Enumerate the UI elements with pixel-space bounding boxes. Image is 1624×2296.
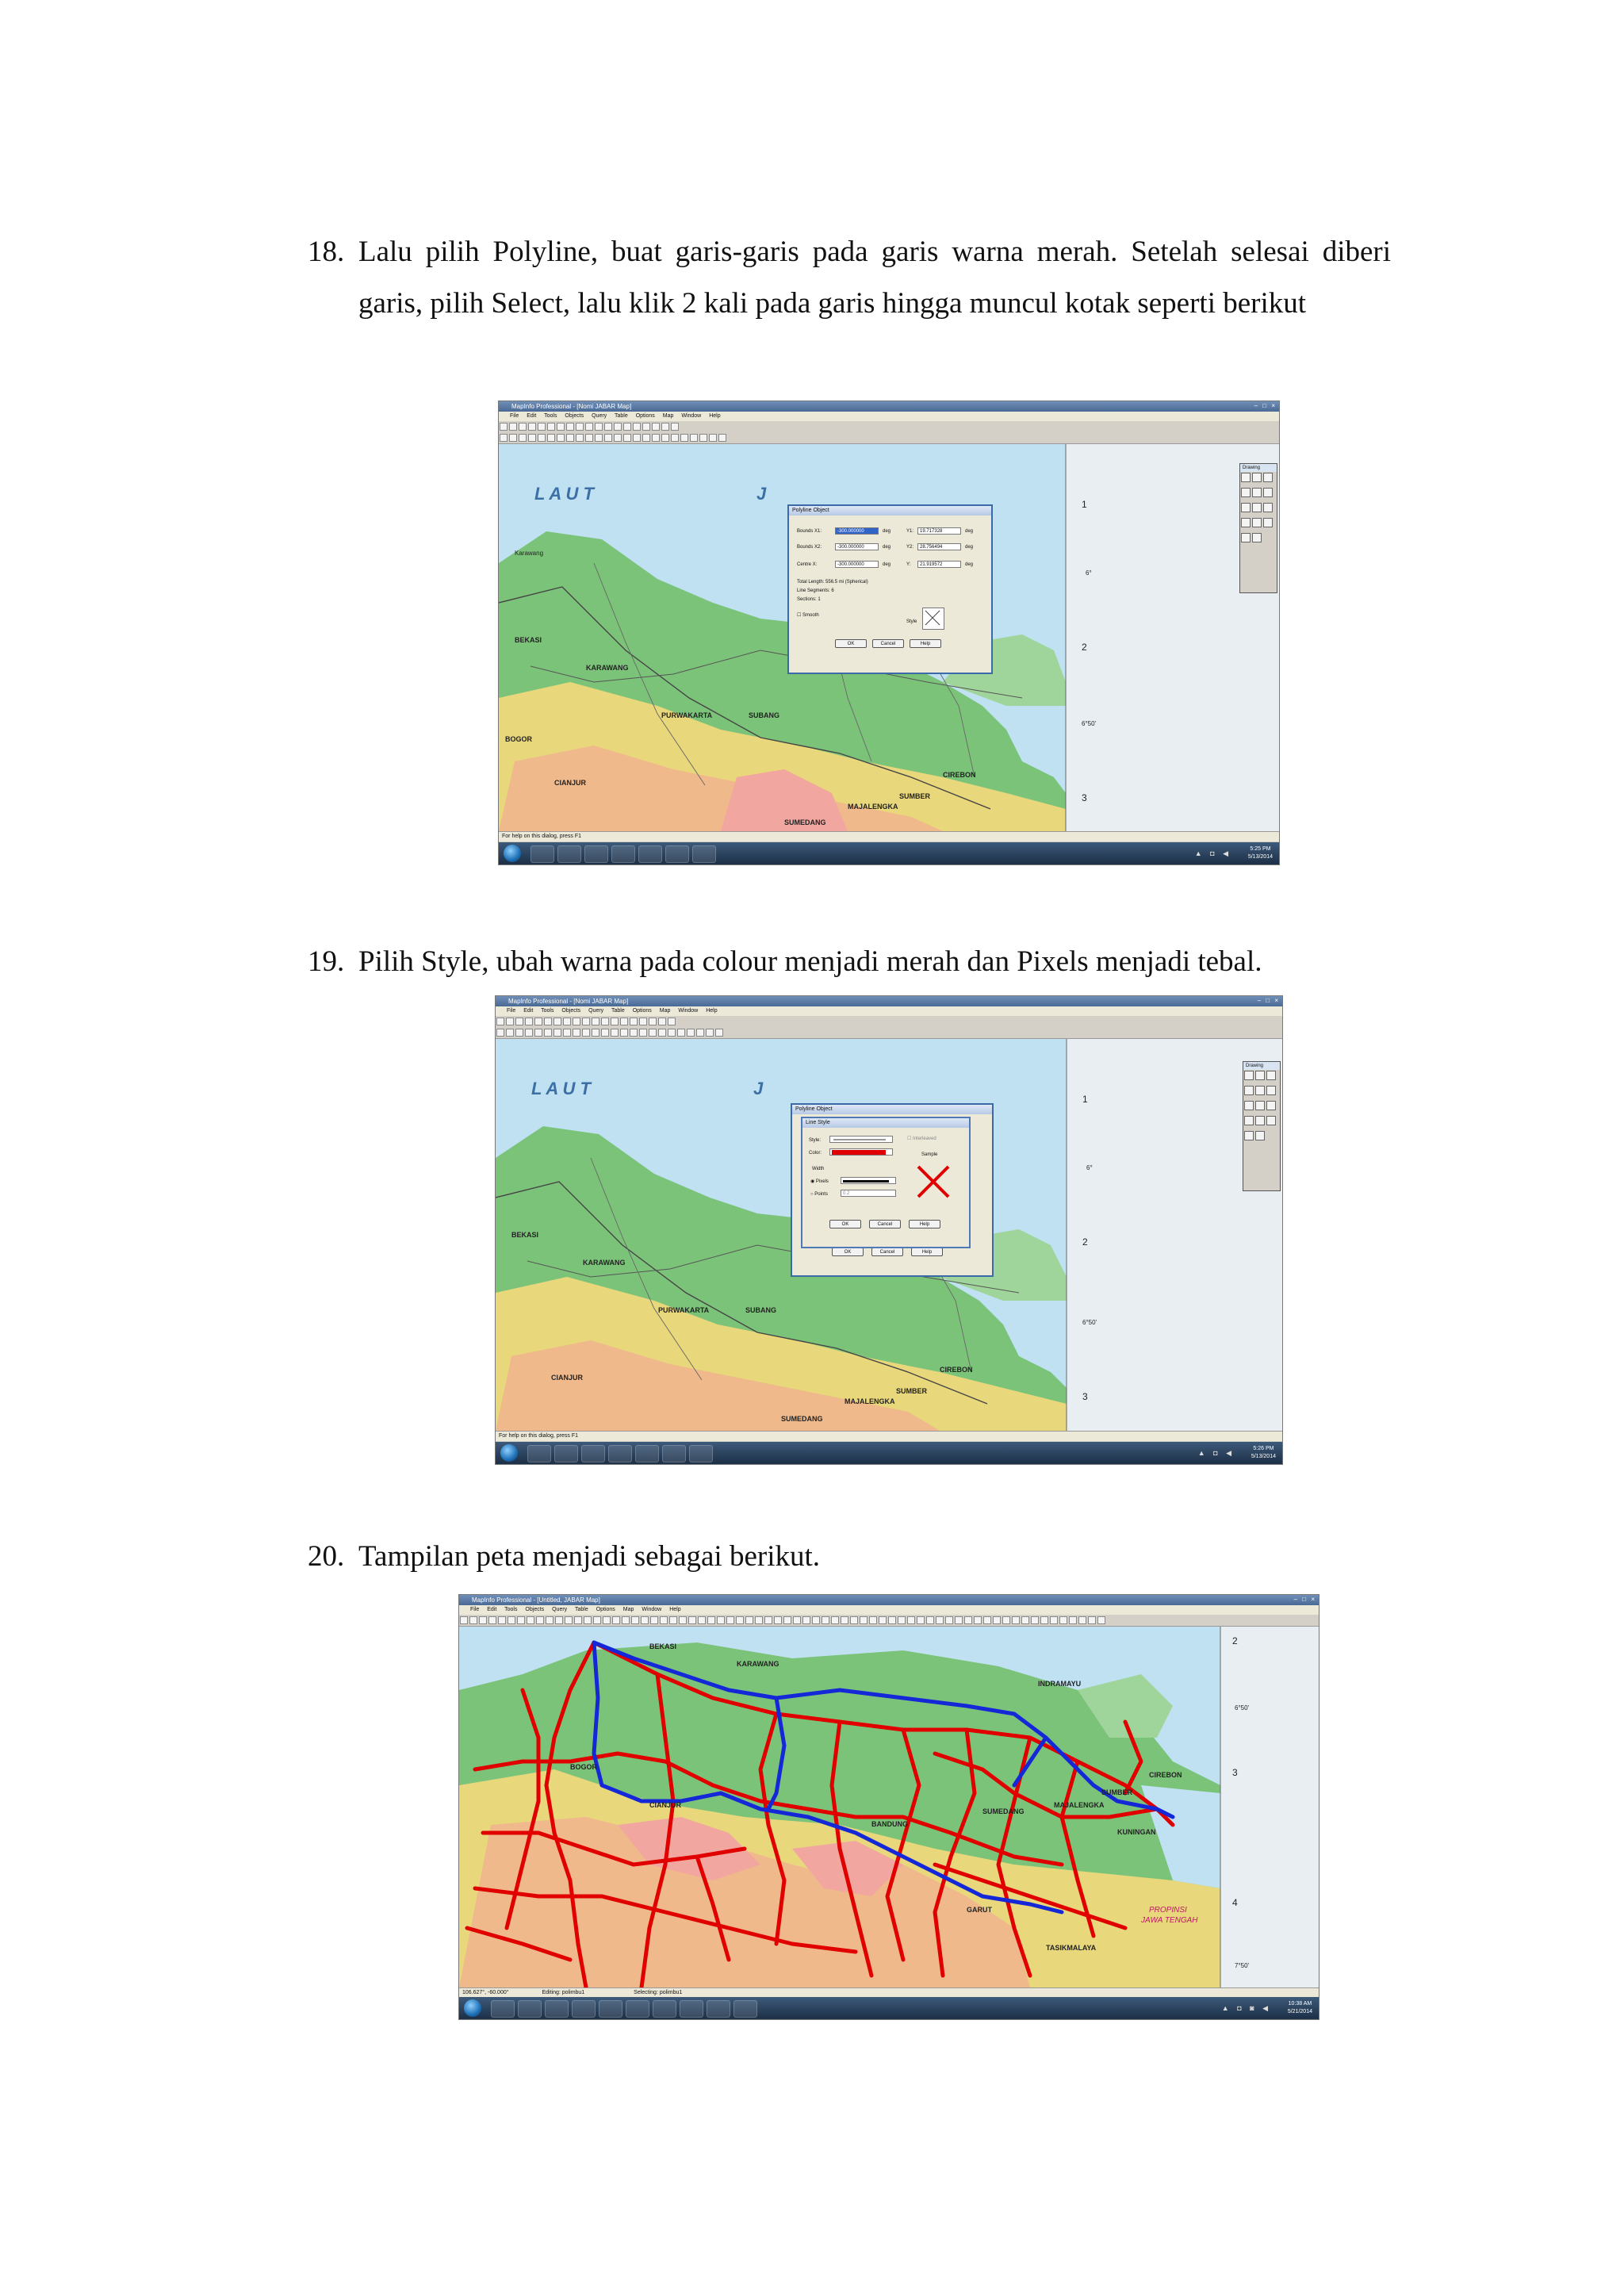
- unit-label: deg: [883, 529, 891, 534]
- y-field[interactable]: 21.919572: [917, 561, 961, 568]
- start-button[interactable]: [504, 845, 521, 862]
- status-bar: For help on this dialog, press F1: [496, 1431, 1282, 1441]
- place-majalengka: MAJALENGKA: [1054, 1801, 1105, 1809]
- menu-file[interactable]: File: [470, 1607, 480, 1612]
- place-cianjur: CIANJUR: [551, 1374, 584, 1382]
- interleaved-checkbox[interactable]: ☐ Interleaved: [907, 1137, 936, 1141]
- step-text: Pilih Style, ubah warna pada colour menjadi merah dan Pixels menjadi tebal.: [358, 945, 1262, 978]
- bounds-x1-field[interactable]: -300.000000: [835, 527, 879, 535]
- menu-objects[interactable]: Objects: [565, 413, 584, 419]
- taskbar-app-firefox[interactable]: [707, 2000, 730, 2018]
- main-toolbar[interactable]: [496, 1016, 1282, 1028]
- menu-edit[interactable]: Edit: [523, 1008, 534, 1014]
- menu-map[interactable]: Map: [622, 1607, 634, 1612]
- place-cirebon: CIREBON: [940, 1366, 973, 1374]
- points-field[interactable]: 0.2: [841, 1190, 896, 1197]
- line-style-dialog: [801, 1117, 971, 1248]
- clock-time: 5:26 PM: [1253, 1446, 1274, 1451]
- interleaved-label: Interleaved: [913, 1137, 936, 1141]
- coord-6: 6°: [1086, 1164, 1093, 1171]
- screenshot-polyline-object: [498, 401, 1280, 865]
- place-karawang: KARAWANG: [586, 664, 629, 672]
- taskbar-app-media[interactable]: [554, 1445, 578, 1462]
- menu-bar: [499, 412, 1279, 421]
- sea-label-j: J: [753, 1079, 764, 1098]
- style-button[interactable]: [922, 608, 944, 630]
- window-title: MapInfo Professional - [Untitled, JABAR Map]: [459, 1595, 1319, 1605]
- tray-clock[interactable]: [1248, 845, 1273, 861]
- menu-options[interactable]: Options: [635, 413, 655, 419]
- place-purwakarta: PURWAKARTA: [658, 1306, 710, 1314]
- window-title: MapInfo Professional - [Nomi JABAR Map]: [496, 996, 1282, 1006]
- menu-window[interactable]: Window: [681, 413, 702, 419]
- place-bogor: BOGOR: [505, 735, 533, 743]
- taskbar-app-ie[interactable]: [527, 1445, 551, 1462]
- place-majalengka: MAJALENGKA: [845, 1397, 895, 1405]
- menu-query[interactable]: Query: [588, 1008, 604, 1014]
- coord-750: 7°50': [1235, 1962, 1250, 1969]
- status-editing: Editing: polimbu1: [542, 1990, 585, 1995]
- ok-button[interactable]: OK: [835, 639, 867, 648]
- status-selecting: Selecting: polimbu1: [634, 1990, 683, 1995]
- grid-2: 2: [1232, 1635, 1238, 1646]
- grid-3: 3: [1082, 1391, 1088, 1402]
- status-bar: For help on this dialog, press F1: [499, 831, 1279, 841]
- taskbar-app-media[interactable]: [557, 845, 581, 863]
- screenshot-final-map: [458, 1594, 1320, 2020]
- place-karawang: KARAWANG: [583, 1259, 626, 1267]
- window-controls[interactable]: – □ ×: [1293, 1596, 1316, 1603]
- window-title: MapInfo Professional - [Nomi JABAR Map]: [499, 401, 1279, 412]
- dialog-title: Line Style: [802, 1118, 969, 1128]
- pixels-label: Pixels: [815, 1179, 829, 1184]
- coord-650: 6°50': [1235, 1704, 1250, 1711]
- taskbar-app-mapinfo[interactable]: [608, 1445, 632, 1462]
- province-label: PROPINSI: [1149, 1906, 1187, 1915]
- bounds-x1-label: Bounds X1:: [797, 529, 822, 534]
- main-toolbar[interactable]: [499, 421, 1279, 433]
- unit-label: deg: [965, 529, 974, 534]
- pixels-dropdown[interactable]: [841, 1177, 896, 1184]
- place-cianjur: CIANJUR: [554, 779, 587, 787]
- total-length: Total Length: 556.5 mi (Spherical): [797, 580, 868, 585]
- place-kuningan: KUNINGAN: [1117, 1828, 1156, 1836]
- sea-label: L A U T: [531, 1079, 591, 1098]
- y1-field[interactable]: 19.717328: [917, 527, 961, 535]
- place-cianjur: CIANJUR: [649, 1801, 682, 1809]
- taskbar-app-window[interactable]: [599, 2000, 622, 2018]
- grid-3: 3: [1232, 1767, 1238, 1778]
- sea-label: L A U T: [534, 484, 594, 504]
- menu-bar: [459, 1605, 1319, 1615]
- coord-6: 6°: [1086, 569, 1092, 577]
- centre-x-field[interactable]: -300.000000: [835, 561, 879, 568]
- centre-x-label: Centre X:: [797, 562, 818, 567]
- start-button[interactable]: [500, 1444, 518, 1462]
- coord-650: 6°50': [1082, 720, 1097, 727]
- map-toolbar[interactable]: [496, 1027, 1282, 1039]
- taskbar-app-window[interactable]: [638, 845, 662, 863]
- drawing-palette-title: Drawing: [1243, 1062, 1280, 1070]
- taskbar-app-acrobat[interactable]: [680, 2000, 703, 2018]
- tray-icons[interactable]: ▲ ◘ ◙ ◀: [1221, 2004, 1271, 2012]
- step-text: Tampilan peta menjadi sebagai berikut.: [358, 1540, 821, 1573]
- taskbar-app-word[interactable]: [626, 2000, 649, 2018]
- clock-date: 5/13/2014: [1247, 854, 1273, 860]
- line-preview-icon: [832, 1137, 887, 1143]
- y2-label: Y2:: [906, 545, 914, 550]
- taskbar-app-mapinfo[interactable]: [572, 2000, 596, 2018]
- cancel-button[interactable]: Cancel: [869, 1220, 901, 1228]
- y-label: Y:: [906, 562, 911, 567]
- place-sumber: SUMBER: [899, 792, 931, 800]
- bounds-x2-field[interactable]: -300.000000: [835, 543, 879, 550]
- menu-help[interactable]: Help: [709, 413, 721, 419]
- sections: Sections: 1: [797, 597, 821, 602]
- taskbar-app-chart[interactable]: [733, 2000, 757, 2018]
- drawing-palette[interactable]: [1243, 1061, 1281, 1191]
- menu-table[interactable]: Table: [611, 1008, 625, 1014]
- unit-label: deg: [883, 545, 891, 550]
- place-bekasi: BEKASI: [515, 636, 542, 644]
- menu-map[interactable]: Map: [659, 1008, 671, 1014]
- clock-time: 5:25 PM: [1250, 846, 1271, 852]
- place-bekasi: BEKASI: [511, 1231, 539, 1239]
- menu-options[interactable]: Options: [632, 1008, 652, 1014]
- main-toolbar[interactable]: [459, 1615, 1319, 1627]
- taskbar: [499, 842, 1279, 864]
- place-cirebon: CIREBON: [1149, 1771, 1182, 1779]
- taskbar-app-word[interactable]: [662, 1445, 686, 1462]
- place-indramayu: INDRAMAYU: [1038, 1680, 1082, 1688]
- color-label: Color:: [809, 1151, 822, 1156]
- ok-button[interactable]: OK: [832, 1248, 864, 1256]
- place-sumedang: SUMEDANG: [781, 1415, 823, 1423]
- menu-edit[interactable]: Edit: [487, 1607, 497, 1612]
- sample-cross-icon: [914, 1162, 953, 1202]
- menu-help[interactable]: Help: [669, 1607, 681, 1612]
- place-subang: SUBANG: [749, 711, 780, 719]
- menu-options[interactable]: Options: [596, 1607, 615, 1612]
- grid-4: 4: [1232, 1897, 1238, 1908]
- grid-1: 1: [1082, 1094, 1088, 1105]
- pixels-radio[interactable]: ◉ Pixels: [810, 1179, 829, 1184]
- place-bogor: BOGOR: [570, 1763, 598, 1771]
- width-label: Width: [812, 1167, 825, 1171]
- color-dropdown[interactable]: [829, 1148, 893, 1156]
- clock-time: 10:38 AM: [1288, 2001, 1312, 2007]
- help-button[interactable]: Help: [909, 1220, 940, 1228]
- menu-tools[interactable]: Tools: [541, 1008, 554, 1014]
- place-majalengka: MAJALENGKA: [848, 803, 898, 811]
- screenshot-line-style: [495, 995, 1283, 1465]
- window-controls[interactable]: – □ ×: [1257, 997, 1280, 1004]
- place-sumedang: SUMEDANG: [982, 1807, 1025, 1815]
- cancel-button[interactable]: Cancel: [871, 1248, 903, 1256]
- y1-label: Y1:: [906, 529, 914, 534]
- taskbar-app-explorer[interactable]: [584, 845, 608, 863]
- menu-objects[interactable]: Objects: [561, 1008, 581, 1014]
- polyline-object-dialog: [787, 504, 993, 674]
- menu-table[interactable]: Table: [575, 1607, 588, 1612]
- place-karawang-small: Karawang: [515, 550, 544, 557]
- drawing-palette-title: Drawing: [1240, 464, 1277, 472]
- style-label: Style: [906, 619, 917, 624]
- map-view[interactable]: [459, 1627, 1319, 1987]
- menu-bar: [496, 1006, 1282, 1016]
- taskbar-app-word[interactable]: [665, 845, 689, 863]
- step-number: 18.: [308, 236, 345, 268]
- unit-label: deg: [965, 545, 974, 550]
- coord-650: 6°50': [1082, 1319, 1097, 1326]
- place-bandung: BANDUNG: [871, 1820, 908, 1828]
- y2-field[interactable]: 28.756494: [917, 543, 961, 550]
- taskbar: [496, 1442, 1282, 1464]
- status-coordinates: 106.627°, -60.000°: [462, 1990, 509, 1995]
- menu-query[interactable]: Query: [552, 1607, 568, 1612]
- taskbar-app-ie[interactable]: [491, 2000, 515, 2018]
- place-cirebon: CIREBON: [943, 771, 976, 779]
- taskbar-app-chrome[interactable]: [653, 2000, 676, 2018]
- step-number: 19.: [308, 945, 345, 978]
- place-sumber: SUMBER: [1101, 1788, 1133, 1796]
- help-button[interactable]: Help: [910, 639, 941, 648]
- window-controls[interactable]: – □ ×: [1254, 402, 1277, 409]
- sample-label: Sample: [921, 1152, 938, 1157]
- taskbar-app-mapinfo[interactable]: [611, 845, 635, 863]
- tray-clock[interactable]: [1251, 1445, 1276, 1461]
- menu-file[interactable]: File: [507, 1008, 516, 1014]
- help-button[interactable]: Help: [911, 1248, 943, 1256]
- thick-line-preview: [843, 1180, 889, 1182]
- tray-icons[interactable]: ▲ ◘ ◀: [1197, 1449, 1235, 1457]
- taskbar-app-media[interactable]: [518, 2000, 542, 2018]
- place-bekasi: BEKASI: [649, 1642, 677, 1650]
- line-sample-icon: [923, 608, 942, 627]
- menu-window[interactable]: Window: [642, 1607, 662, 1612]
- menu-objects[interactable]: Objects: [525, 1607, 545, 1612]
- cancel-button[interactable]: Cancel: [872, 639, 904, 648]
- place-karawang: KARAWANG: [737, 1660, 779, 1668]
- step-number: 20.: [308, 1540, 345, 1573]
- points-radio[interactable]: ○ Points: [810, 1192, 828, 1197]
- tray-icons[interactable]: ▲ ◘ ◀: [1194, 849, 1231, 857]
- taskbar-app-chart[interactable]: [692, 845, 716, 863]
- grid-3: 3: [1082, 792, 1087, 803]
- taskbar-app-window[interactable]: [635, 1445, 659, 1462]
- menu-table[interactable]: Table: [615, 413, 628, 419]
- province-label-2: JAWA TENGAH: [1141, 1916, 1198, 1925]
- step-text: Lalu pilih Polyline, buat garis-garis pada garis warna merah. Setelah selesai diberi garis, pilih Select, lalu klik 2 kali pada garis hingga muncul kotak seperti berikut: [358, 236, 1391, 320]
- dialog-title: Polyline Object: [792, 1105, 992, 1114]
- menu-file[interactable]: File: [510, 413, 519, 419]
- style-label: Style:: [809, 1138, 822, 1143]
- menu-tools[interactable]: Tools: [544, 413, 557, 419]
- place-sumedang: SUMEDANG: [784, 818, 826, 826]
- grid-1: 1: [1082, 499, 1087, 510]
- line-segments: Line Segments: 6: [797, 588, 834, 593]
- smooth-label: Smooth: [802, 613, 819, 618]
- clock-date: 5/13/2014: [1251, 1454, 1276, 1459]
- map-toolbar[interactable]: [499, 432, 1279, 444]
- place-garut: GARUT: [967, 1906, 992, 1914]
- tray-clock[interactable]: [1288, 2000, 1312, 2016]
- place-sumber: SUMBER: [896, 1387, 928, 1395]
- unit-label: deg: [883, 562, 891, 567]
- menu-query[interactable]: Query: [592, 413, 607, 419]
- place-tasikmalaya: TASIKMALAYA: [1046, 1944, 1097, 1952]
- sea-label-j: J: [756, 484, 767, 504]
- menu-edit[interactable]: Edit: [527, 413, 537, 419]
- place-subang: SUBANG: [745, 1306, 777, 1314]
- points-label: Points: [814, 1192, 828, 1197]
- taskbar-app-explorer[interactable]: [581, 1445, 605, 1462]
- taskbar: [459, 1997, 1319, 2019]
- drawing-palette[interactable]: [1239, 463, 1277, 593]
- menu-help[interactable]: Help: [706, 1008, 718, 1014]
- taskbar-app-explorer[interactable]: [545, 2000, 569, 2018]
- red-color-swatch: [832, 1150, 886, 1155]
- menu-window[interactable]: Window: [678, 1008, 699, 1014]
- unit-label: deg: [965, 562, 974, 567]
- clock-date: 5/21/2014: [1287, 2009, 1312, 2014]
- menu-tools[interactable]: Tools: [504, 1607, 518, 1612]
- bounds-x2-label: Bounds X2:: [797, 545, 822, 550]
- menu-map[interactable]: Map: [662, 413, 674, 419]
- taskbar-app-chart[interactable]: [689, 1445, 713, 1462]
- smooth-checkbox[interactable]: ☐ Smooth: [797, 613, 819, 618]
- taskbar-app-ie[interactable]: [530, 845, 554, 863]
- dialog-title: Polyline Object: [789, 506, 991, 516]
- grid-2: 2: [1082, 1236, 1088, 1248]
- grid-2: 2: [1082, 642, 1087, 653]
- ok-button[interactable]: OK: [829, 1220, 861, 1228]
- style-dropdown[interactable]: [829, 1136, 893, 1143]
- start-button[interactable]: [464, 1999, 481, 2017]
- place-purwakarta: PURWAKARTA: [661, 711, 713, 719]
